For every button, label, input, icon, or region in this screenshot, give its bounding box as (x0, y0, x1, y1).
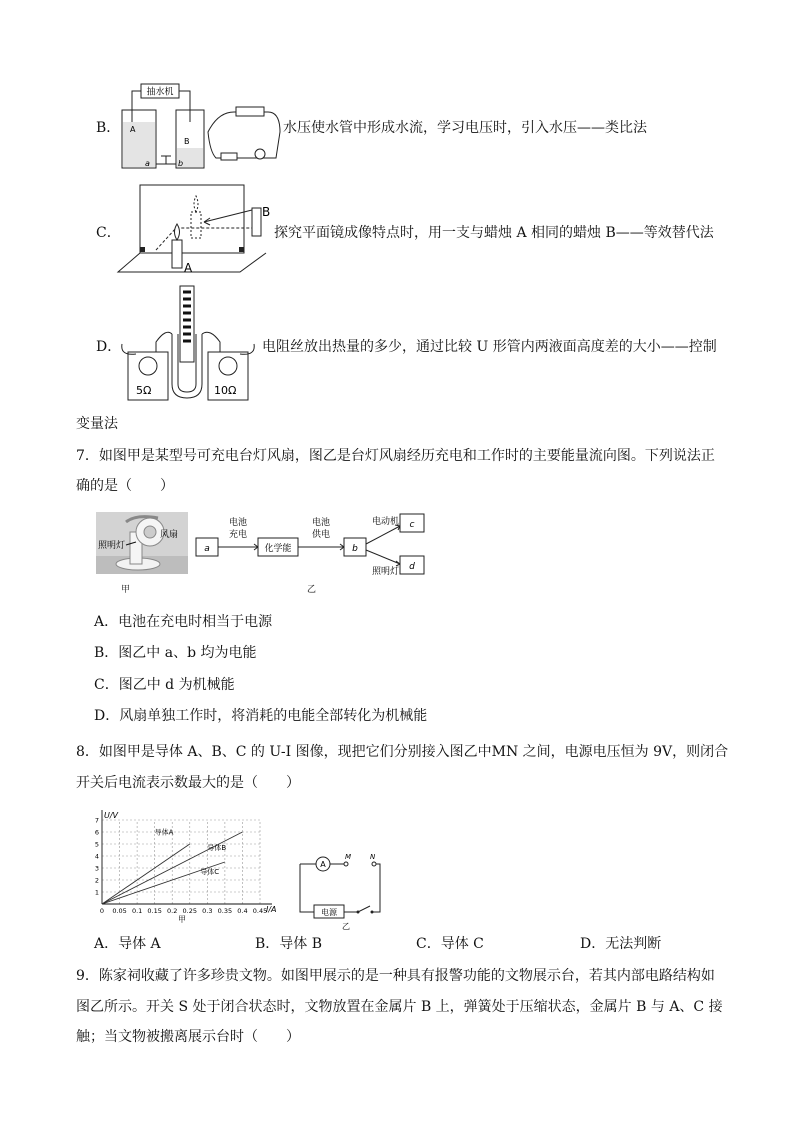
y-tick-label: 6 (94, 828, 99, 837)
power-source: 电源 (321, 908, 337, 917)
series-line-0 (102, 844, 190, 904)
arrow-label: 电池 (228, 518, 248, 528)
terminal-M: M (345, 853, 352, 861)
energy-flow-diagram (192, 508, 432, 578)
y-tick-label: 1 (94, 888, 99, 897)
x-tick-label: 0 (99, 907, 105, 915)
y-tick-label: 7 (94, 816, 99, 825)
option-A[interactable]: A．导体 A (94, 936, 161, 952)
arrow-label: 充电 (228, 530, 248, 540)
series-label: 导体C (200, 868, 220, 876)
box-b: b (352, 544, 358, 554)
x-tick-label: 0.05 (112, 907, 127, 915)
label-A: A (130, 125, 136, 134)
label-b: b (178, 159, 184, 168)
desk-fan-photo (96, 512, 188, 574)
question-8-stem: 开关后电流表示数最大的是（ ） (76, 775, 300, 791)
option-text: 探究平面镜成像特点时，用一支与蜡烛 A 相同的蜡烛 B——等效替代法 (274, 225, 714, 241)
box-d: d (409, 562, 415, 572)
branch-label: 电动机 (372, 517, 400, 527)
box-a: a (204, 544, 210, 554)
figure-caption: 甲 (121, 585, 131, 595)
chart-caption: 甲 (178, 915, 186, 924)
candle-A-label: A (184, 261, 193, 275)
fan-label: 风扇 (160, 530, 179, 540)
box-c: c (409, 520, 415, 530)
ammeter-symbol: A (320, 860, 326, 869)
option-letter: C． (96, 225, 121, 241)
ui-graph (90, 804, 290, 926)
arrow-label: 电池 (311, 518, 331, 528)
plane-mirror-figure (116, 180, 276, 278)
option-B[interactable]: B．图乙中 a、b 均为电能 (94, 645, 257, 661)
pump-label: 抽水机 (146, 87, 174, 98)
x-tick-label: 0.35 (217, 907, 233, 915)
arrow-label: 供电 (311, 530, 331, 540)
question-7-stem: 确的是（ ） (76, 478, 174, 494)
y-tick-label: 3 (94, 864, 99, 873)
label-B: B (184, 137, 190, 146)
label-a: a (145, 159, 150, 168)
circuit-diagram (296, 850, 388, 931)
y-axis-label: U/V (104, 811, 119, 820)
x-tick-label: 0.45 (252, 907, 268, 915)
water-pressure-analogy-figure (118, 82, 288, 174)
candle-B-label: B (262, 205, 271, 219)
question-9-stem: 触；当文物被搬离展示台时（ ） (76, 1029, 300, 1045)
figure-caption: 乙 (307, 585, 317, 595)
series-label: 导体A (154, 828, 174, 837)
resistor-10-label: 10Ω (214, 384, 237, 397)
option-D[interactable]: D．风扇单独工作时，将消耗的电能全部转化为机械能 (94, 708, 428, 724)
option-D[interactable]: D．无法判断 (580, 936, 662, 952)
series-label: 导体B (207, 844, 227, 852)
branch-label: 照明灯 (372, 567, 400, 577)
terminal-N: N (370, 853, 376, 861)
option-text: 电阻丝放出热量的多少，通过比较 U 形管内两液面高度差的大小——控制 (262, 339, 717, 355)
x-tick-label: 0.25 (182, 907, 198, 915)
x-tick-label: 0.1 (131, 907, 143, 915)
u-tube-figure (116, 284, 266, 410)
resistor-5-label: 5Ω (136, 384, 152, 397)
y-tick-label: 2 (94, 876, 99, 885)
x-tick-label: 0.3 (202, 907, 213, 915)
question-7-stem: 7．如图甲是某型号可充电台灯风扇，图乙是台灯风扇经历充电和工作时的主要能量流向图。下列说法正 (76, 448, 715, 464)
x-tick-label: 0.2 (167, 907, 178, 915)
x-tick-label: 0.15 (147, 907, 162, 915)
question-9-stem: 图乙所示。开关 S 处于闭合状态时，文物放置在金属片 B 上，弹簧处于压缩状态，金属片 B 与 A、C 接 (76, 999, 723, 1015)
option-text: 水压使水管中形成水流，学习电压时，引入水压——类比法 (283, 120, 647, 136)
x-tick-label: 0.4 (237, 907, 248, 915)
option-A[interactable]: A．电池在充电时相当于电源 (94, 614, 273, 630)
x-axis-label: I/A (266, 905, 277, 914)
option-C[interactable]: C．导体 C (416, 936, 484, 952)
question-9-stem: 9．陈家祠收藏了许多珍贵文物。如图甲展示的是一种具有报警功能的文物展示台，若其内部电路结构如 (76, 968, 715, 984)
y-tick-label: 4 (94, 852, 99, 861)
question-8-stem: 8．如图甲是导体 A、B、C 的 U-I 图像，现把它们分别接入图乙中MN 之间，电源电压恒为 9V，则闭合 (76, 744, 729, 760)
option-letter: D． (96, 339, 122, 355)
lamp-label: 照明灯 (98, 541, 126, 551)
y-tick-label: 5 (94, 840, 99, 849)
option-letter: B． (96, 120, 121, 136)
option-text-continuation: 变量法 (76, 416, 118, 432)
option-C[interactable]: C．图乙中 d 为机械能 (94, 677, 235, 693)
box-chemical-energy: 化学能 (264, 544, 292, 554)
option-B[interactable]: B．导体 B (255, 936, 323, 952)
circuit-caption: 乙 (342, 922, 350, 931)
